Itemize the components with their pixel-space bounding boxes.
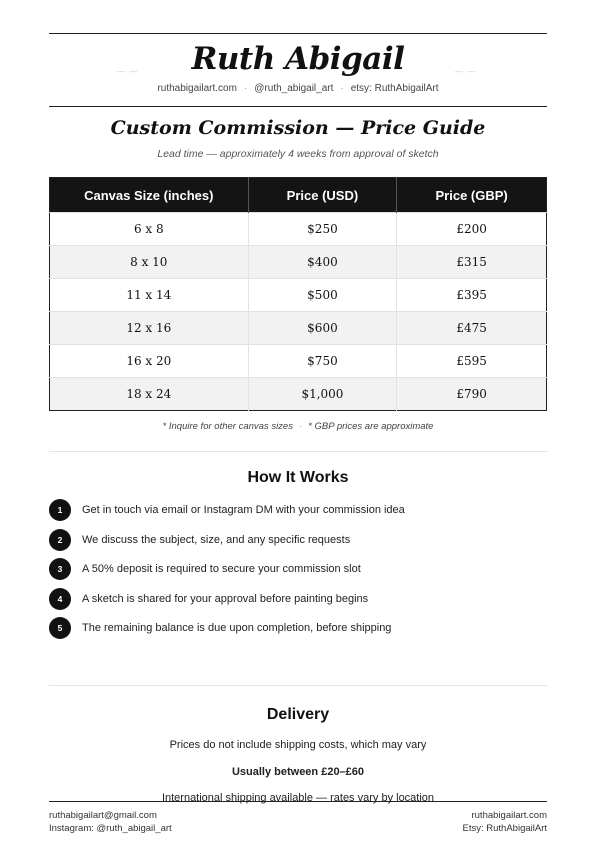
price-usd-cell: $250	[248, 213, 397, 246]
footer-instagram[interactable]: Instagram: @ruth_abigail_art	[49, 823, 172, 834]
list-item	[49, 558, 547, 588]
price-gbp-cell: £595	[397, 345, 547, 378]
table-row	[50, 279, 547, 312]
step-text: The remaining balance is due upon completion, before shipping	[82, 622, 392, 634]
list-item	[49, 617, 547, 647]
footer-left	[49, 809, 172, 835]
footnote-gbp-approximate: * GBP prices are approximate	[308, 421, 434, 432]
instagram-handle[interactable]: @ruth_abigail_art	[254, 83, 334, 94]
lead-time-note: Lead time — approximately 4 weeks from approval of sketch	[157, 148, 439, 160]
header-decoration-right: — —	[455, 67, 477, 76]
separator: ·	[340, 83, 344, 94]
price-table	[49, 177, 547, 411]
list-item	[49, 588, 547, 618]
canvas-size-cell: 6 x 8	[50, 213, 249, 246]
step-number-badge: 4	[49, 588, 71, 610]
table-row	[50, 312, 547, 345]
step-text: Get in touch via email or Instagram DM with your commission idea	[82, 504, 405, 516]
international-shipping-note: International shipping available — rates vary by location	[161, 792, 435, 804]
canvas-size-cell: 16 x 20	[50, 345, 249, 378]
delivery-title: Delivery	[266, 706, 330, 723]
column-header-canvas-size: Canvas Size (inches)	[50, 178, 249, 213]
contact-line	[49, 83, 547, 94]
top-rule	[49, 33, 547, 34]
section-divider	[49, 451, 547, 452]
footer-etsy[interactable]: Etsy: RuthAbigailArt	[462, 823, 547, 834]
column-header-price-usd: Price (USD)	[248, 178, 397, 213]
canvas-size-cell: 8 x 10	[50, 246, 249, 279]
footnote-other-sizes: * Inquire for other canvas sizes	[162, 421, 293, 432]
column-header-price-gbp: Price (GBP)	[397, 178, 547, 213]
separator: ·	[243, 83, 248, 94]
section-divider	[49, 685, 547, 686]
price-usd-cell: $600	[248, 312, 397, 345]
footer-rule	[49, 801, 547, 802]
price-gbp-cell: £395	[397, 279, 547, 312]
list-item	[49, 529, 547, 559]
table-footnotes	[49, 421, 547, 432]
guide-title: Custom Commission — Price Guide	[110, 117, 486, 139]
footer-website[interactable]: ruthabigailart.com	[471, 810, 547, 821]
how-it-works-title: How It Works	[247, 469, 349, 486]
price-usd-cell: $1,000	[248, 378, 397, 411]
table-row	[50, 378, 547, 411]
shipping-cost-note: Prices do not include shipping costs, which may vary	[169, 739, 427, 751]
step-number-badge: 1	[49, 499, 71, 521]
table-row	[50, 246, 547, 279]
step-number-badge: 2	[49, 529, 71, 551]
list-item	[49, 499, 547, 529]
table-header-row	[50, 178, 547, 213]
price-gbp-cell: £790	[397, 378, 547, 411]
step-number-badge: 5	[49, 617, 71, 639]
steps-list	[49, 499, 547, 647]
footer-right	[463, 809, 547, 835]
table-row	[50, 345, 547, 378]
canvas-size-cell: 18 x 24	[50, 378, 249, 411]
step-text: A sketch is shared for your approval before painting begins	[82, 592, 369, 605]
website-link[interactable]: ruthabigailart.com	[157, 83, 237, 94]
price-guide-page	[49, 0, 547, 849]
canvas-size-cell: 11 x 14	[50, 279, 249, 312]
header-decoration-left: — —	[117, 67, 139, 76]
etsy-shop[interactable]: etsy: RuthAbigailArt	[350, 83, 439, 94]
price-gbp-cell: £475	[397, 312, 547, 345]
step-text: A 50% deposit is required to secure your commission slot	[82, 563, 361, 575]
header-rule	[49, 106, 547, 107]
price-usd-cell: $500	[248, 279, 397, 312]
price-usd-cell: $400	[248, 246, 397, 279]
price-usd-cell: $750	[248, 345, 397, 378]
shipping-range: Usually between £20–£60	[231, 766, 365, 778]
separator: ·	[298, 421, 303, 432]
step-number-badge: 3	[49, 558, 71, 580]
canvas-size-cell: 12 x 16	[50, 312, 249, 345]
price-gbp-cell: £200	[397, 213, 547, 246]
artist-name: Ruth Abigail	[191, 41, 405, 77]
price-gbp-cell: £315	[397, 246, 547, 279]
footer-email[interactable]: ruthabigailart@gmail.com	[49, 810, 157, 821]
step-text: We discuss the subject, size, and any specific requests	[82, 533, 351, 546]
table-row	[50, 213, 547, 246]
